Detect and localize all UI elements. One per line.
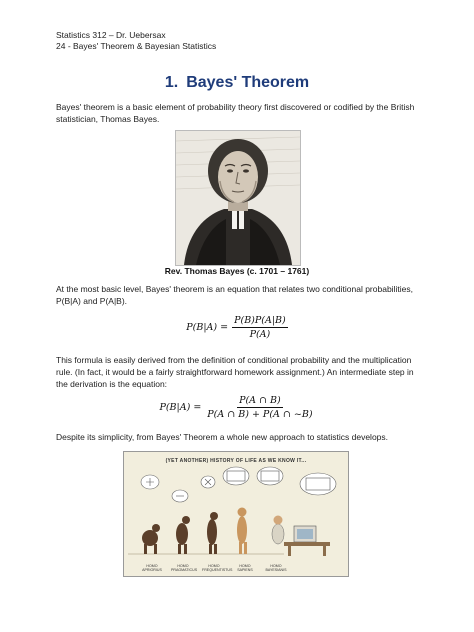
bayes-portrait-drawing xyxy=(176,131,300,265)
cartoon-drawing xyxy=(124,452,348,576)
section-number: 1. xyxy=(164,74,179,91)
bayes-equation xyxy=(0,315,474,340)
equation1-denominator: P(A) xyxy=(249,329,271,340)
section-title-text: Bayes' Theorem xyxy=(186,74,310,91)
cartoon-label: HOMO BAYESIANIS xyxy=(265,563,287,572)
intro-paragraph: Bayes' theorem is a basic element of probability theory first discovered or codified by the British statistician, Thomas Bayes. xyxy=(56,102,415,124)
section-title xyxy=(0,74,474,92)
intermediate-equation xyxy=(0,395,474,420)
evolution-cartoon xyxy=(123,451,349,577)
basic-paragraph: At the most basic level, Bayes' theorem is an equation that relates two conditional probabilities, P(B|A) and P(A|B). xyxy=(56,284,413,306)
cartoon-header: (YET ANOTHER) HISTORY OF LIFE AS WE KNOW IT... xyxy=(165,458,307,464)
equation1-fraction xyxy=(232,315,288,340)
cartoon-labels xyxy=(140,564,288,572)
closing-paragraph: Despite its simplicity, from Bayes' Theorem a whole new approach to statistics develops. xyxy=(56,432,389,442)
header-chapter: 24 - Bayes' Theorem & Bayesian Statistics xyxy=(56,41,217,51)
cartoon-label: HOMO APRIORIUS xyxy=(142,563,162,572)
cartoon-label: HOMO SAPIENS xyxy=(237,563,253,572)
derivation-paragraph: This formula is easily derived from the definition of conditional probability and the multiplication rule. (In fact, it would be a fairly straightforward homework assignment.) An intermediate step in the derivation is the equation: xyxy=(56,355,414,389)
portrait-caption: Rev. Thomas Bayes (c. 1701 – 1761) xyxy=(164,266,310,276)
cartoon-label: HOMO FREQUENTISTUS xyxy=(202,563,233,572)
bayes-portrait xyxy=(175,130,301,266)
equation1-numerator: P(B)P(A|B) xyxy=(234,315,286,326)
equation2-numerator: P(A ∩ B) xyxy=(239,395,281,406)
equation2-denominator: P(A ∩ B) + P(A ∩ ~B) xyxy=(207,409,313,420)
equation2-lhs: P(B|A) = xyxy=(159,402,202,413)
cartoon-label: HOMO PRAGMATICUS xyxy=(171,563,198,572)
header-course: Statistics 312 – Dr. Uebersax xyxy=(56,30,166,40)
equation2-fraction xyxy=(205,395,314,420)
equation1-lhs: P(B|A) = xyxy=(186,322,229,333)
